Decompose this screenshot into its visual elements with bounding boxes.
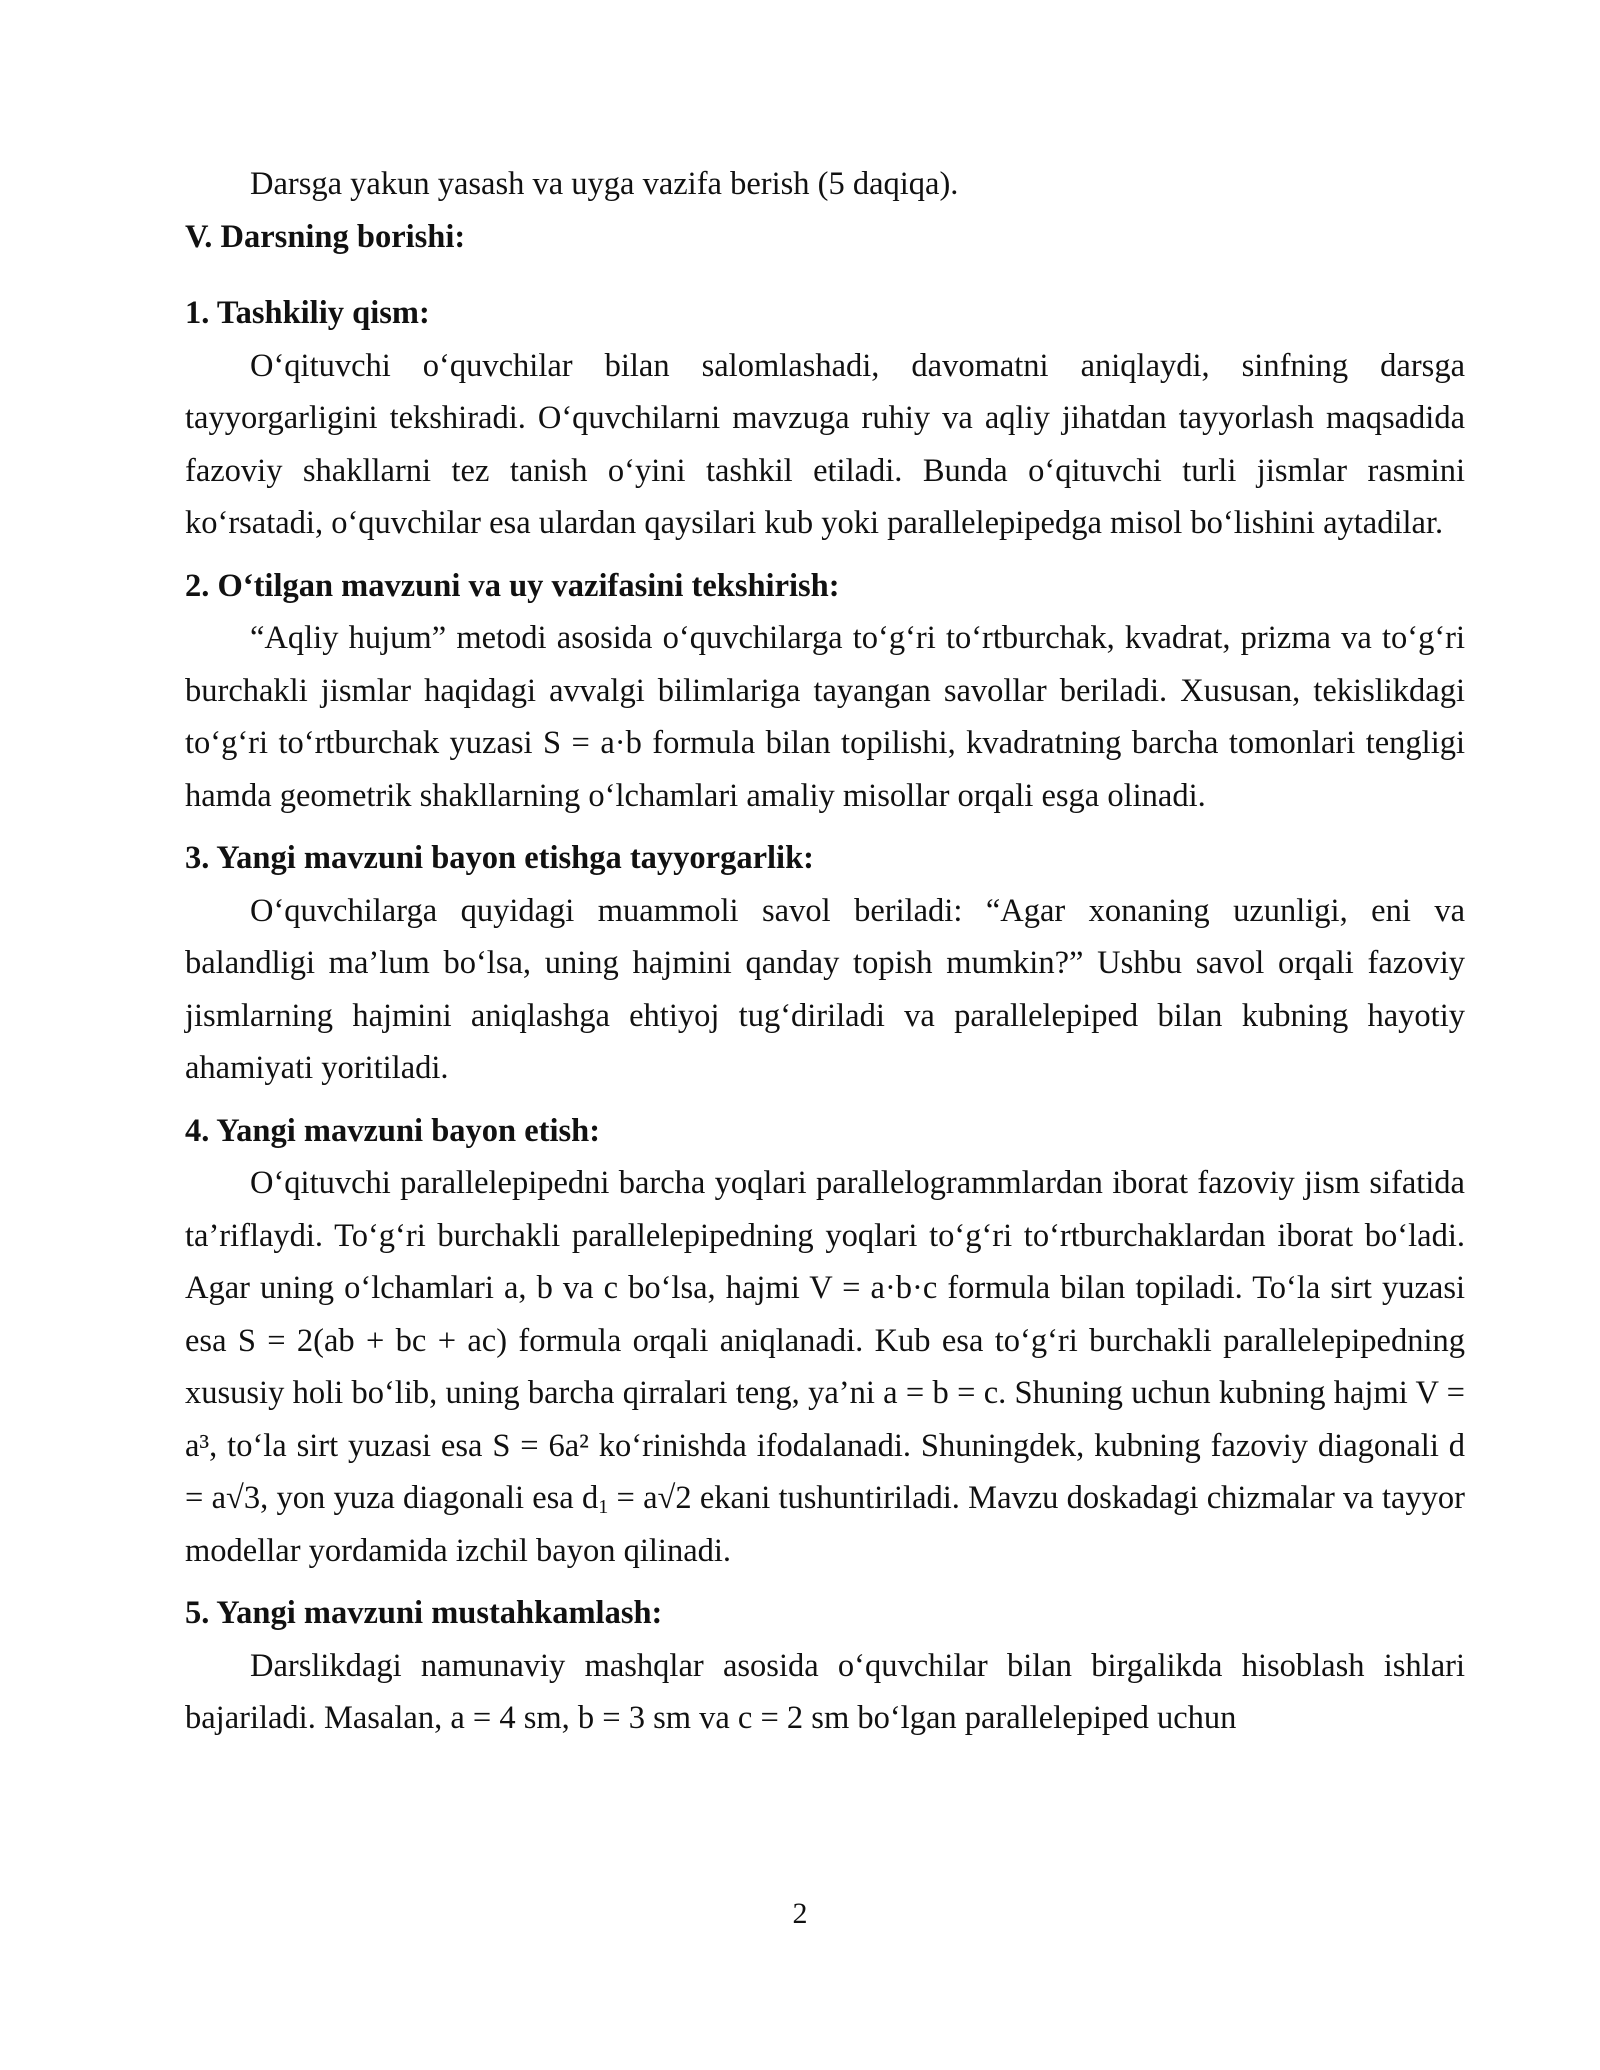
paragraph-new-topic-preparation: O‘quvchilarga quyidagi muammoli savol beriladi: “Agar xonaning uzunligi, eni va balandligi ma’lum bo‘lsa, uning hajmini qanday topish mumkin?” Ushbu savol orqali fazoviy jismlarning hajmini aniqlashga ehtiyoj tug‘diriladi va parallelepiped bilan kubning hayotiy ahamiyati yoritiladi.: [185, 892, 1465, 1086]
explanation-text-part-2: = a√2 ekani tushuntiriladi. Mavzu doskadagi chizmalar va tayyor modellar yordamida izchil bayon qilinadi.: [185, 1480, 1465, 1569]
document-page: [185, 158, 1465, 1745]
page-number: 2: [792, 1897, 808, 1930]
diagonal-subscript: 1: [598, 1496, 609, 1519]
paragraph-new-topic-explanation: [185, 1157, 1465, 1577]
explanation-text-part-1: O‘qituvchi parallelepipedni barcha yoqlari parallelogrammlardan iborat fazoviy jism sifatida ta’riflaydi. To‘g‘ri burchakli parallelepipedning yoqlari to‘g‘ri to‘rtburchaklardan iborat bo‘ladi. Agar uning o‘lchamlari a, b va c bo‘lsa, hajmi V = a·b·c formula bilan topiladi. To‘la sirt yuzasi esa S = 2(ab + bc + ac) formula orqali aniqlanadi. Kub esa to‘g‘ri burchakli parallelepipedning xususiy holi bo‘lib, uning barcha qirralari teng, ya’ni a = b = c. Shuning uchun kubning hajmi V = a³, to‘la sirt yuzasi esa S = 6a² ko‘rinishda ifodalanadi. Shuningdek, kubning fazoviy diagonali d = a√3, yon yuza diagonali esa d: [185, 1165, 1465, 1516]
heading-homework-check: 2. O‘tilgan mavzuni va uy vazifasini tekshirish:: [185, 567, 840, 604]
heading-new-topic-preparation: 3. Yangi mavzuni bayon etishga tayyorgarlik:: [185, 840, 814, 876]
paragraph-reinforcement: Darslikdagi namunaviy mashqlar asosida o‘quvchilar bilan birgalikda hisoblash ishlari bajariladi. Masalan, a = 4 sm, b = 3 sm va c = 2 sm bo‘lgan parallelepiped uchun: [185, 1647, 1465, 1736]
heading-new-topic-explanation: 4. Yangi mavzuni bayon etish:: [185, 1112, 601, 1149]
section-title: V. Darsning borishi:: [185, 218, 466, 255]
heading-organizational-part: 1. Tashkiliy qism:: [185, 295, 430, 331]
paragraph-organizational-part: O‘qituvchi o‘quvchilar bilan salomlashadi, davomatni aniqlaydi, sinfning darsga tayyorgarligini tekshiradi. O‘quvchilarni mavzuga ruhiy va aqliy jihatdan tayyorlash maqsadida fazoviy shakllarni tez tanish o‘yini tashkil etiladi. Bunda o‘qituvchi turli jismlar rasmini ko‘rsatadi, o‘quvchilar esa ulardan qaysilari kub yoki parallelepipedga misol bo‘lishini aytadilar.: [185, 347, 1465, 541]
paragraph-homework-check: “Aqliy hujum” metodi asosida o‘quvchilarga to‘g‘ri to‘rtburchak, kvadrat, prizma va to‘g‘ri burchakli jismlar haqidagi avvalgi bilimlariga tayangan savollar beriladi. Xususan, tekislikdagi to‘g‘ri to‘rtburchak yuzasi S = a·b formula bilan topilishi, kvadratning barcha tomonlari tengligi hamda geometrik shakllarning o‘lchamlari amaliy misollar orqali esga olinadi.: [185, 620, 1465, 814]
intro-line: Darsga yakun yasash va uyga vazifa berish (5 daqiqa).: [250, 166, 959, 202]
heading-reinforcement: 5. Yangi mavzuni mustahkamlash:: [185, 1595, 663, 1631]
